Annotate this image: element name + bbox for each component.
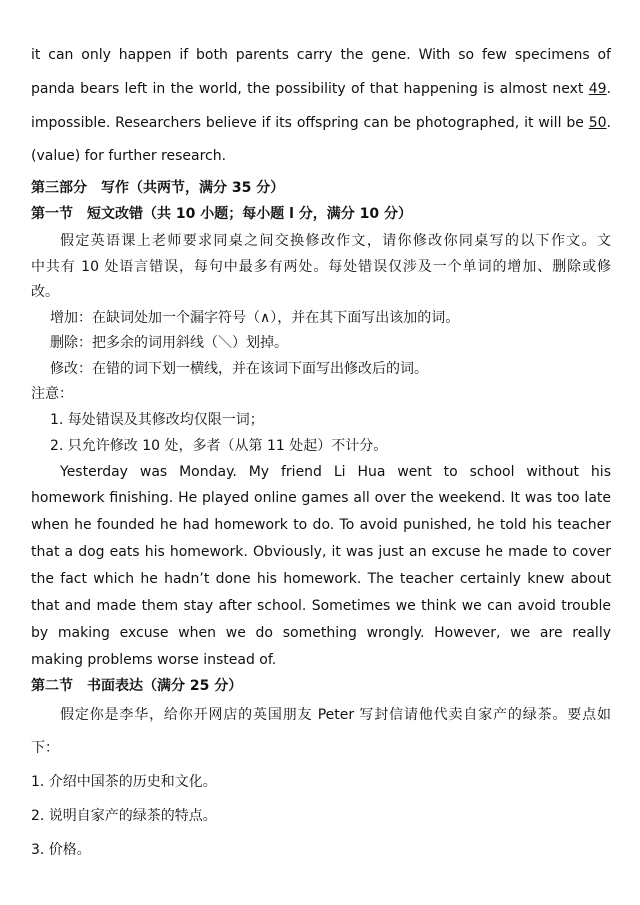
instruction-line-2: 中共有 10 处语言错误，每句中最多有两处。每处错误仅涉及一个单词的增加、删除或修 — [31, 259, 611, 275]
rule-delete: 删除：把多余的词用斜线（＼）划掉。 — [50, 335, 288, 351]
passage-line-4: (value) for further research. — [31, 148, 227, 164]
instruction-line-3: 改。 — [31, 284, 59, 300]
essay-line-4: that a dog eats his homework. Obviously, it was just an excuse he made to cover — [31, 544, 611, 560]
blank-50: 50 — [588, 115, 607, 131]
section-heading-composition: 第二节 书面表达（满分 25 分） — [31, 678, 243, 694]
essay-line-6: that and made them stay after school. Sometimes we think we can avoid trouble — [31, 598, 611, 614]
passage-line-3: impossible. Researchers believe if its offspring can be photographed, it will be 50. — [31, 115, 611, 131]
note-label: 注意： — [31, 386, 73, 402]
essay-line-1: Yesterday was Monday. My friend Li Hua went to school without his — [60, 464, 611, 480]
task-line-1: 假定你是李华，给你开网店的英国朋友 Peter 写封信请他代卖自家产的绿茶。要点如 — [60, 707, 611, 723]
note-item-1: 1. 每处错误及其修改均仅限一词； — [50, 412, 264, 428]
note-item-2: 2. 只允许修改 10 处，多者（从第 11 处起）不计分。 — [50, 438, 388, 454]
task-line-2: 下： — [31, 740, 59, 756]
rule-add: 增加：在缺词处加一个漏字符号（∧），并在其下面写出该加的词。 — [50, 310, 460, 326]
task-point-3: 3. 价格。 — [31, 842, 91, 858]
essay-line-7: by making excuse when we do something wrongly. However, we are really — [31, 625, 611, 641]
task-point-2: 2. 说明自家产的绿茶的特点。 — [31, 808, 217, 824]
rule-modify: 修改：在错的词下划一横线，并在该词下面写出修改后的词。 — [50, 361, 428, 377]
essay-line-3: when he founded he had homework to do. To avoid punished, he told his teacher — [31, 517, 611, 533]
instruction-line-1: 假定英语课上老师要求同桌之间交换修改作文，请你修改你同桌写的以下作文。文 — [60, 233, 611, 249]
essay-line-2: homework finishing. He played online games all over the weekend. It was too late — [31, 490, 611, 506]
blank-49: 49 — [588, 81, 607, 97]
section-heading-error-correction: 第一节 短文改错（共 10 小题；每小题 l 分，满分 10 分） — [31, 206, 413, 222]
passage-line-2: panda bears left in the world, the possibility of that happening is almost next 49. — [31, 81, 612, 97]
essay-line-5: the fact which he hadn’t done his homework. The teacher certainly knew about — [31, 571, 611, 587]
passage-line-1: it can only happen if both parents carry the gene. With so few specimens of — [31, 47, 611, 63]
essay-line-8: making problems worse instead of. — [31, 652, 277, 668]
section-heading-writing: 第三部分 写作（共两节，满分 35 分） — [31, 180, 285, 196]
task-point-1: 1. 介绍中国茶的历史和文化。 — [31, 774, 217, 790]
